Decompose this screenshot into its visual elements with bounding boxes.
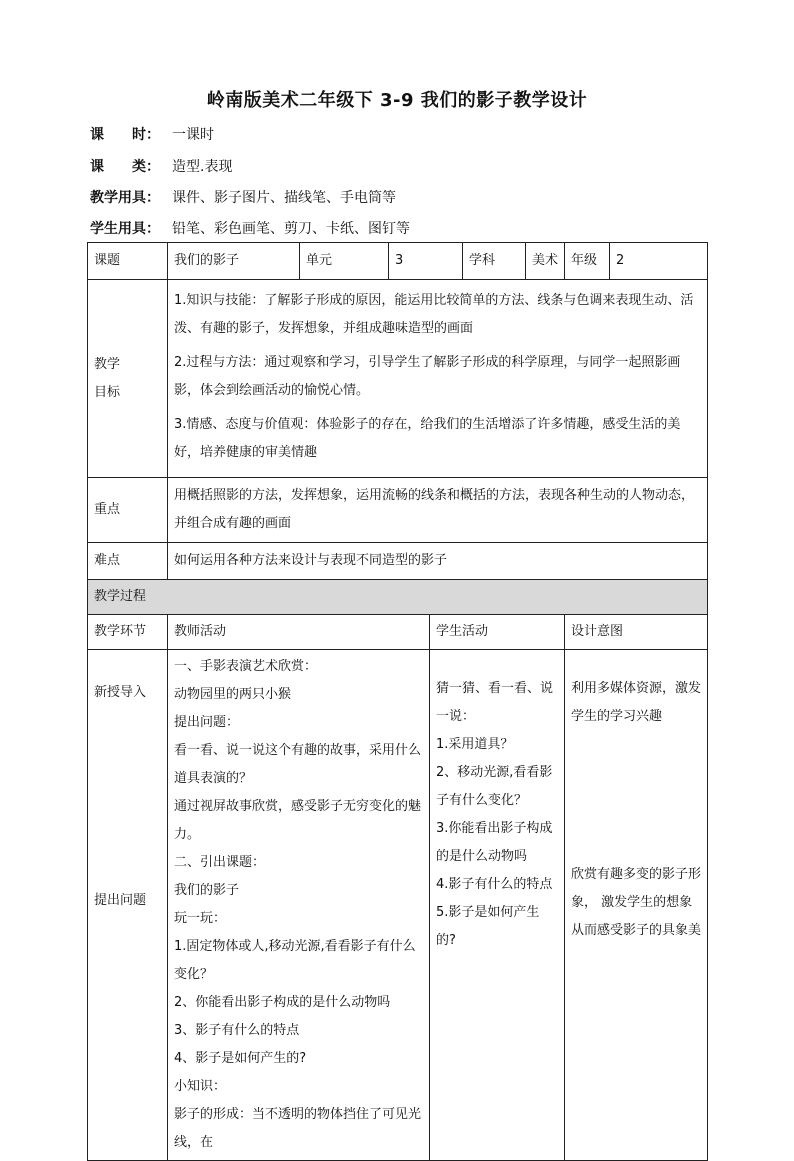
meta-value: 一课时 xyxy=(172,127,214,143)
column-header: 教师活动 xyxy=(168,615,430,650)
student-line: 4.影子有什么的特点 xyxy=(436,877,553,892)
teacher-line: 动物园里的两只小猴 xyxy=(174,687,292,702)
process-columns-row xyxy=(88,615,708,650)
unit-label: 单元 xyxy=(300,243,389,280)
difficulty-row xyxy=(88,543,708,580)
goals-content xyxy=(168,280,708,478)
intent-item: 欣赏有趣多变的影子形象， 激发学生的想象从而感受影子的具象美 xyxy=(571,867,702,938)
document-title: 岭南版美术二年级下 3-9 我们的影子教学设计 xyxy=(206,90,588,111)
meta-label: 教学用具： xyxy=(90,190,160,206)
meta-student-tools xyxy=(90,218,410,238)
student-line: 猜一猜、看一看、说一说： xyxy=(436,681,554,724)
lesson-plan-table xyxy=(87,242,708,1161)
design-intent-cell xyxy=(565,650,708,1161)
meta-teaching-tools xyxy=(90,187,396,207)
goals-label: 教学 目标 xyxy=(88,280,168,478)
process-header-row xyxy=(88,580,708,615)
intent-item: 利用多媒体资源，激发学生的学习兴趣 xyxy=(571,681,702,724)
meta-value: 课件、影子图片、描线笔、手电筒等 xyxy=(172,190,396,206)
student-line: 3.你能看出影子构成的是什么动物吗 xyxy=(436,821,553,864)
meta-label: 课 类： xyxy=(90,159,160,175)
student-line: 5.影子是如何产生的? xyxy=(436,905,540,948)
meta-value: 铅笔、彩色画笔、剪刀、卡纸、图钉等 xyxy=(172,221,410,237)
topic-label: 课题 xyxy=(88,243,168,280)
column-header: 学生活动 xyxy=(430,615,565,650)
goal-item: 1.知识与技能：了解影子形成的原因，能运用比较简单的方法、线条与色调来表现生动、活泼、有趣的影子，发挥想象，并组成趣味造型的画面 xyxy=(174,292,694,336)
stage-intro: 新授导入 xyxy=(94,685,147,700)
meta-label: 课 时： xyxy=(90,127,160,143)
difficulty-text: 如何运用各种方法来设计与表现不同造型的影子 xyxy=(168,543,708,580)
goal-item: 3.情感、态度与价值观：体验影子的存在，给我们的生活增添了许多情趣，感受生活的美好，培养健康的审美情趣 xyxy=(174,416,681,460)
student-line: 2、移动光源,看看影子有什么变化？ xyxy=(436,765,553,808)
teacher-line: 4、影子是如何产生的? xyxy=(174,1051,307,1066)
teacher-line: 3、影子有什么的特点 xyxy=(174,1023,300,1038)
goals-row xyxy=(88,280,708,478)
meta-value: 造型.表现 xyxy=(172,159,233,175)
column-header: 设计意图 xyxy=(565,615,708,650)
teacher-activity-cell xyxy=(168,650,430,1161)
teacher-line: 看一看、说一说这个有趣的故事，采用什么道具表演的？ xyxy=(174,743,422,786)
process-header: 教学过程 xyxy=(88,580,708,615)
info-row xyxy=(88,243,708,280)
column-header: 教学环节 xyxy=(88,615,168,650)
key-point-row xyxy=(88,478,708,543)
subject-label: 学科 xyxy=(463,243,526,280)
topic-value: 我们的影子 xyxy=(168,243,300,280)
student-line: 1.采用道具？ xyxy=(436,737,514,752)
process-body-row xyxy=(88,650,708,1161)
student-activity-cell xyxy=(430,650,565,1161)
grade-value: 2 xyxy=(610,243,708,280)
teacher-line: 1.固定物体或人,移动光源,看看影子有什么变化？ xyxy=(174,939,416,982)
teacher-line: 提出问题： xyxy=(174,715,240,730)
teacher-line: 我们的影子 xyxy=(174,883,240,898)
stage-cell xyxy=(88,650,168,1161)
stage-question: 提出问题 xyxy=(94,893,147,908)
teacher-line: 二、引出课题： xyxy=(174,855,266,870)
key-point-text: 用概括照影的方法，发挥想象，运用流畅的线条和概括的方法，表现各种生动的人物动态，并组合成有趣的画面 xyxy=(168,478,708,543)
unit-value: 3 xyxy=(389,243,463,280)
meta-label: 学生用具： xyxy=(90,221,160,237)
teacher-line: 小知识： xyxy=(174,1079,227,1094)
teacher-line: 通过视屏故事欣赏，感受影子无穷变化的魅力。 xyxy=(174,799,422,842)
teacher-line: 2、你能看出影子构成的是什么动物吗 xyxy=(174,995,391,1010)
subject-value: 美术 xyxy=(526,243,565,280)
teacher-line: 玩一玩： xyxy=(174,911,227,926)
grade-label: 年级 xyxy=(565,243,610,280)
teacher-line: 影子的形成：当不透明的物体挡住了可见光线，在 xyxy=(174,1107,422,1150)
goal-item: 2.过程与方法：通过观察和学习，引导学生了解影子形成的科学原理，与同学一起照影画影，体会到绘画活动的愉悦心情。 xyxy=(174,354,681,398)
meta-period xyxy=(90,124,214,144)
difficulty-label: 难点 xyxy=(88,543,168,580)
key-point-label: 重点 xyxy=(88,478,168,543)
meta-type xyxy=(90,156,232,176)
teacher-line: 一、手影表演艺术欣赏： xyxy=(174,659,318,674)
